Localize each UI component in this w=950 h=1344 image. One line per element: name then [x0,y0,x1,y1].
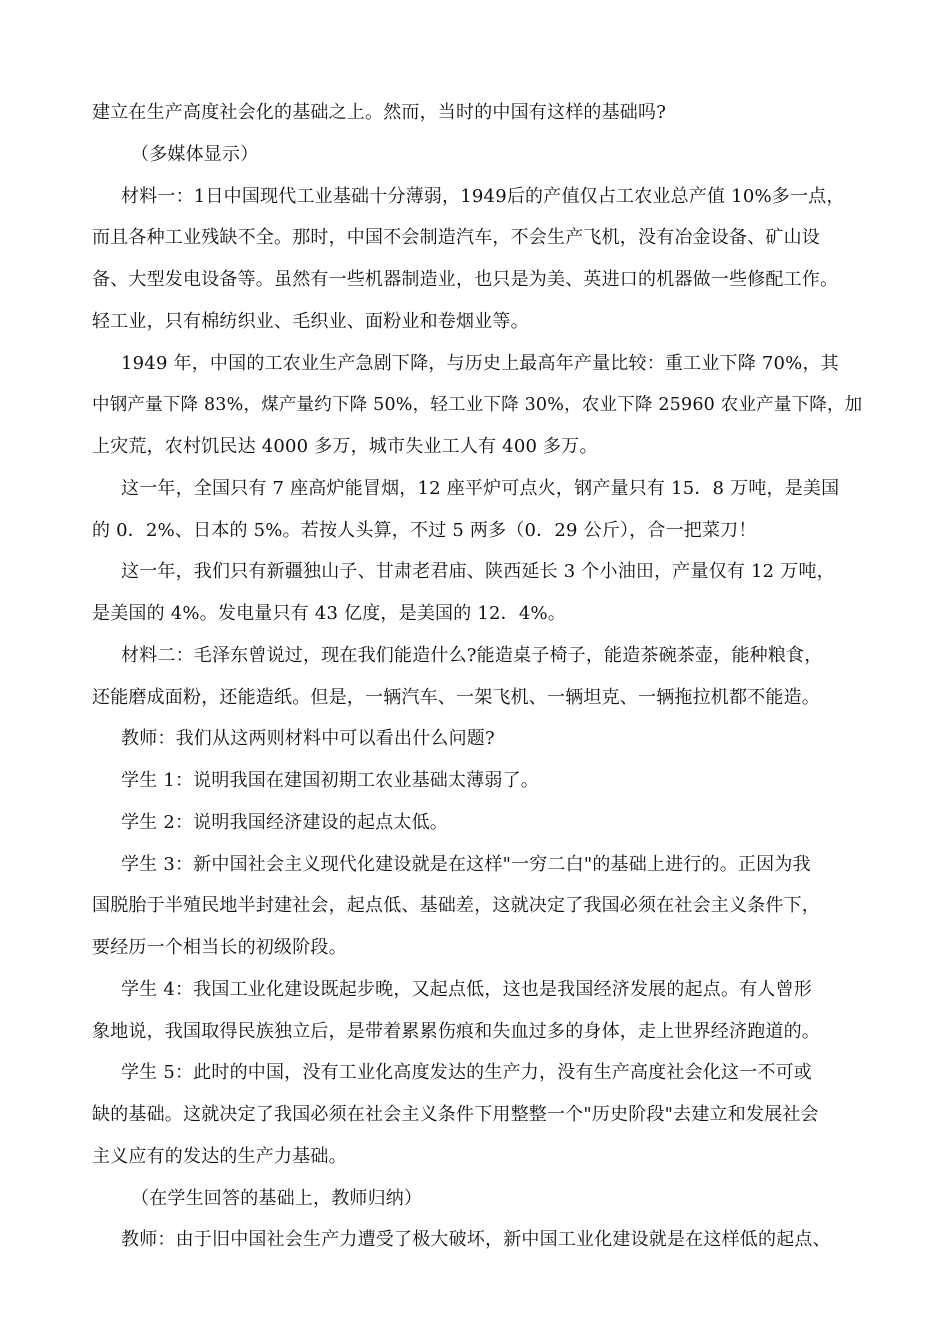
paragraph-line: 学生 5：此时的中国，没有工业化高度发达的生产力，没有生产高度社会化这一不可或 [121,1062,812,1083]
paragraph-line: （多媒体显示） [131,144,259,165]
paragraph-line: 学生 4：我国工业化建设既起步晚，又起点低，这也是我国经济发展的起点。有人曾形 [121,979,812,1000]
paragraph-line: 1949 年，中国的工农业生产急剧下降，与历史上最高年产量比较：重工业下降 70%，其 [121,353,839,374]
paragraph-line: 中钢产量下降 83%，煤产量约下降 50%，轻工业下降 30%，农业下降 25960 农业产量下降，加 [92,395,863,415]
paragraph-line: 象地说，我国取得民族独立后，是带着累累伤痕和失血过多的身体，走上世界经济跑道的。 [92,1021,820,1042]
paragraph-line: 这一年，我们只有新疆独山子、甘肃老君庙、陕西延长 3 个小油田，产量仅有 12 万吨， [121,561,835,582]
paragraph-line: 轻工业，只有棉纺织业、毛织业、面粉业和卷烟业等。 [92,311,529,332]
paragraph-line: 缺的基础。这就决定了我国必须在社会主义条件下用整整一个"历史阶段"去建立和发展社会 [92,1104,819,1125]
paragraph-line: 上灾荒，农村饥民达 4000 多万，城市失业工人有 400 多万。 [92,436,598,457]
paragraph-line: 学生 2：说明我国经济建设的起点太低。 [121,812,448,833]
paragraph-line: 而且各种工业残缺不全。那时，中国不会制造汽车，不会生产飞机，没有冶金设备、矿山设 [92,227,820,248]
paragraph-line: （在学生回答的基础上，教师归纳） [131,1188,423,1209]
paragraph-line: 学生 1：说明我国在建国初期工农业基础太薄弱了。 [121,770,539,791]
paragraph-line: 学生 3：新中国社会主义现代化建设就是在这样"一穷二白"的基础上进行的。正因为我 [121,854,811,875]
paragraph-line: 国脱胎于半殖民地半封建社会，起点低、基础差，这就决定了我国必须在社会主义条件下， [92,895,820,916]
paragraph-line: 还能磨成面粉，还能造纸。但是，一辆汽车、一架飞机、一辆坦克、一辆拖拉机都不能造。 [92,687,820,708]
paragraph-line: 备、大型发电设备等。虽然有一些机器制造业，也只是为美、英进口的机器做一些修配工作。 [92,269,839,290]
paragraph-line: 是美国的 4%。发电量只有 43 亿度，是美国的 12．4%。 [92,603,567,624]
paragraph-line: 教师：由于旧中国社会生产力遭受了极大破坏，新中国工业化建设就是在这样低的起点、 [121,1229,831,1250]
paragraph-line: 教师：我们从这两则材料中可以看出什么问题? [121,728,495,749]
paragraph-line: 建立在生产高度社会化的基础之上。然而，当时的中国有这样的基础吗? [92,102,667,123]
paragraph-line: 主义应有的发达的生产力基础。 [92,1146,347,1167]
paragraph-line: 的 0．2%、日本的 5%。若按人头算，不过 5 两多（0．29 公斤），合一把菜刀！ [92,520,757,541]
paragraph-line: 要经历一个相当长的初级阶段。 [92,937,347,958]
paragraph-line: 材料二：毛泽东曾说过，现在我们能造什么?能造桌子椅子，能造茶碗茶壶，能种粮食， [121,645,823,666]
paragraph-line: 这一年，全国只有 7 座高炉能冒烟，12 座平炉可点火，钢产量只有 15．8 万吨，是美国 [121,478,840,499]
paragraph-line: 材料一：1日中国现代工业基础十分薄弱，1949后的产值仅占工农业总产值 10%多一点， [121,186,845,207]
